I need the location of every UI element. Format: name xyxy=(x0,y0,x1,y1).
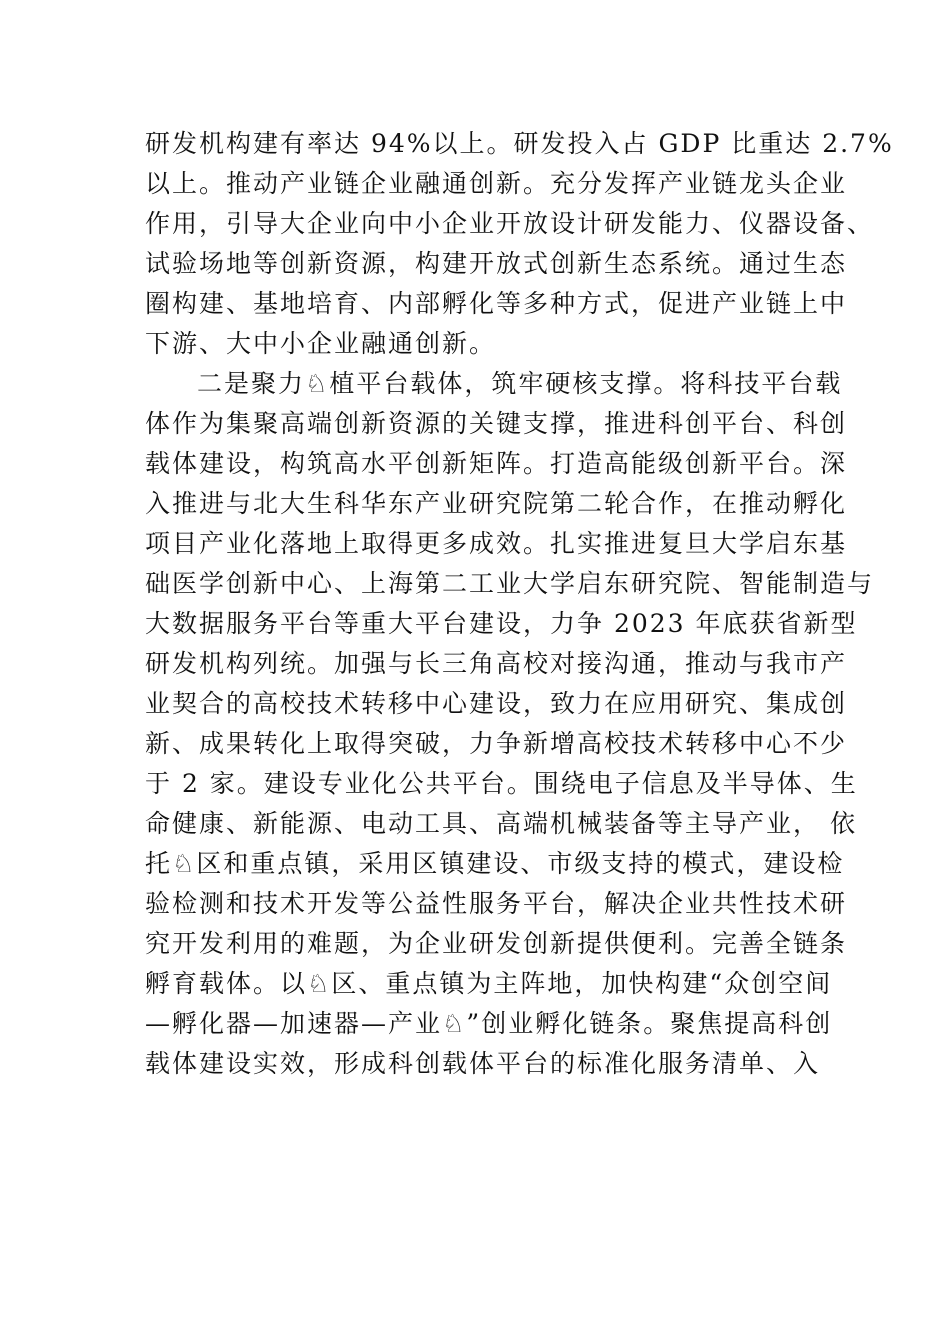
text-line: 孵育载体。以♘区、重点镇为主阵地，加快构建“众创空间 xyxy=(145,969,833,998)
text-line: 新、成果转化上取得突破，力争新增高校技术转移中心不少 xyxy=(145,729,848,758)
text-line: 业契合的高校技术转移中心建设，致力在应用研究、集成创 xyxy=(145,689,848,718)
text-line: 研发机构建有率达 94%以上。研发投入占 GDP 比重达 2.7% xyxy=(145,129,894,158)
text-line: 研发机构列统。加强与长三角高校对接沟通，推动与我市产 xyxy=(145,649,848,678)
body-text xyxy=(145,124,894,1084)
text-line: 项目产业化落地上取得更多成效。扎实推进复旦大学启东基 xyxy=(145,529,848,558)
text-line: 命健康、新能源、电动工具、高端机械装备等主导产业， 依 xyxy=(145,809,857,838)
paragraph-start-line: 二是聚力♘植平台载体，筑牢硬核支撑。将科技平台载 xyxy=(197,369,843,398)
text-line: 作用，引导大企业向中小企业开放设计研发能力、仪器设备、 xyxy=(145,209,875,238)
text-line: 托♘区和重点镇，采用区镇建设、市级支持的模式，建设检 xyxy=(145,849,845,878)
text-line: 究开发利用的难题，为企业研发创新提供便利。完善全链条 xyxy=(145,929,848,958)
text-line: 圈构建、基地培育、内部孵化等多种方式，促进产业链上中 xyxy=(145,289,848,318)
text-line: 体作为集聚高端创新资源的关键支撑，推进科创平台、科创 xyxy=(145,409,848,438)
text-line: 载体建设实效，形成科创载体平台的标准化服务清单、入 xyxy=(145,1049,821,1078)
text-line: —孵化器—加速器—产业♘”创业孵化链条。聚焦提高科创 xyxy=(145,1009,833,1038)
text-line: 础医学创新中心、上海第二工业大学启东研究院、智能制造与 xyxy=(145,569,875,598)
text-line: 验检测和技术开发等公益性服务平台，解决企业共性技术研 xyxy=(145,889,848,918)
text-line: 以上。推动产业链企业融通创新。充分发挥产业链龙头企业 xyxy=(145,169,848,198)
text-line: 于 2 家。建设专业化公共平台。围绕电子信息及半导体、生 xyxy=(145,769,858,798)
text-line: 载体建设，构筑高水平创新矩阵。打造高能级创新平台。深 xyxy=(145,449,848,478)
text-line: 试验场地等创新资源，构建开放式创新生态系统。通过生态 xyxy=(145,249,848,278)
text-line: 大数据服务平台等重大平台建设，力争 2023 年底获省新型 xyxy=(145,609,858,638)
text-line: 下游、大中小企业融通创新。 xyxy=(145,329,497,358)
text-line: 入推进与北大生科华东产业研究院第二轮合作，在推动孵化 xyxy=(145,489,848,518)
